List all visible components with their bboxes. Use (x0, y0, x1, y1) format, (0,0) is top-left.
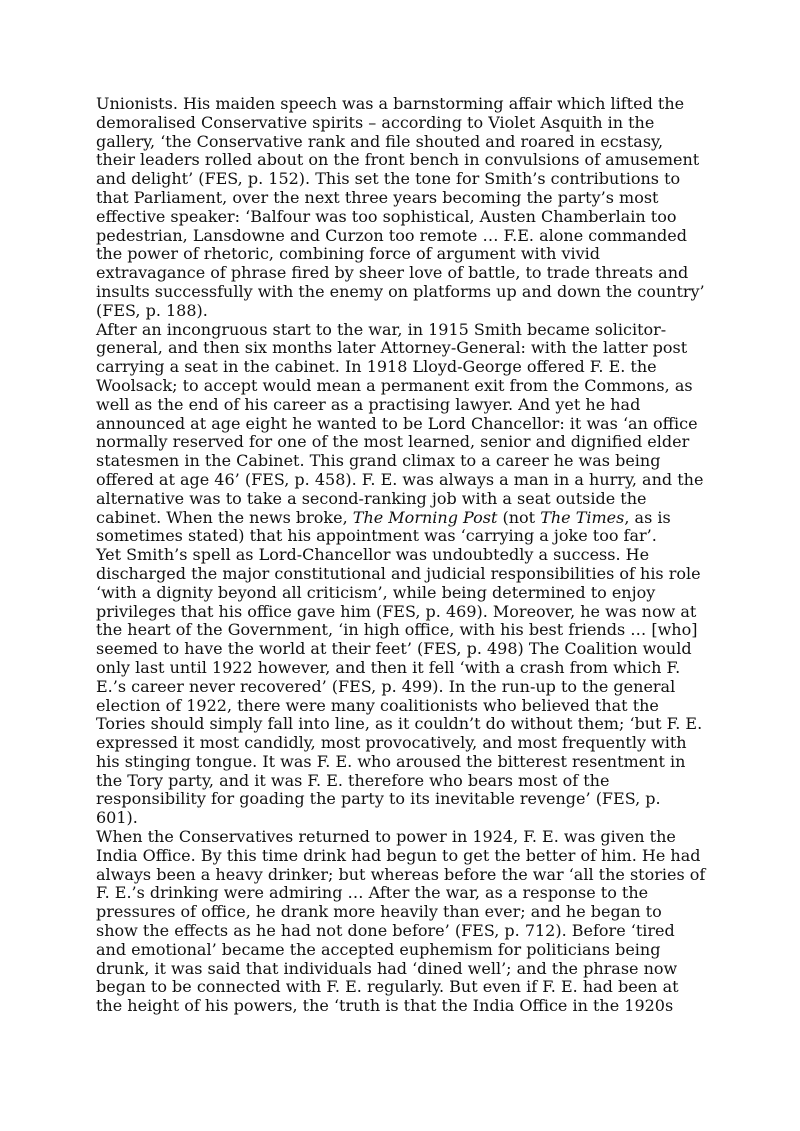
document-page (96, 95, 706, 1016)
paragraph-1 (96, 95, 706, 321)
paragraph-2 (96, 321, 706, 547)
paragraph-2-text-c: , as is sometimes stated) that his appointment was ‘carrying a joke too far’. (96, 507, 671, 546)
paragraph-4 (96, 828, 706, 1016)
paragraph-2-text-a: After an incongruous start to the war, in 1915 Smith became solicitor-general, and then six months later Attorney-General: with the latter post carrying a seat in the cabinet. In 1918 Lloyd-George offered F. E. the Woolsack; to accept would mean a permanent exit from the Commons, as well as the end of his career as a practising lawyer. And yet he had announced at age eight he wanted to be Lord Chancellor: it was ‘an office normally reserved for one of the most learned, senior and dignified elder statesmen in the Cabinet. This grand climax to a career he was being offered at age 46’ (FES, p. 458). F. E. was always a man in a hurry, and the alternative was to take a second-ranking job with a seat outside the cabinet. When the news broke, (96, 319, 704, 527)
paragraph-2-text-b: (not (497, 507, 541, 527)
paragraph-1-text: Unionists. His maiden speech was a barnstorming affair which lifted the demoralised Conservative spirits – according to Violet Asquith in the gallery, ‘the Conservative rank and file shouted and roared in ecstasy, their leaders rolled about on the front bench in convulsions of amusement and delight’ (FES, p. 152). This set the tone for Smith’s contributions to that Parliament, over the next three years becoming the party’s most effective speaker: ‘Balfour was too sophistical, Austen Chamberlain too pedestrian, Lansdowne and Curzon too remote … F.E. alone commanded the power of rhetoric, combining force of argument with vivid extravagance of phrase fired by sheer love of battle, to trade threats and insults successfully with the enemy on platforms up and down the country’ (FES, p. 188). (96, 94, 705, 320)
italic-newspaper-title-morning-post: The Morning Post (352, 507, 498, 527)
paragraph-3-text: Yet Smith’s spell as Lord-Chancellor was undoubtedly a success. He discharged the major constitutional and judicial responsibilities of his role ‘with a dignity beyond all criticism’, while being determined to enjoy privileges that his office gave him (FES, p. 469). Moreover, he was now at the heart of the Government, ‘in high office, with his best friends … [who] seemed to have the world at their feet’ (FES, p. 498) The Coalition would only last until 1922 however, and then it fell ‘with a crash from which F. E.’s career never recovered’ (FES, p. 499). In the run-up to the general election of 1922, there were many coalitionists who believed that the Tories should simply fall into line, as it couldn’t do without them; ‘but F. E. expressed it most candidly, most provocatively, and most frequently with his stinging tongue. It was F. E. who aroused the bitterest resentment in the Tory party, and it was F. E. therefore who bears most of the responsibility for goading the party to its inevitable revenge’ (FES, p. 601). (96, 545, 703, 828)
italic-newspaper-title-times: The Times (540, 507, 625, 527)
paragraph-3 (96, 546, 706, 828)
paragraph-4-text: When the Conservatives returned to power in 1924, F. E. was given the India Office. By this time drink had begun to get the better of him. He had always been a heavy drinker; but whereas before the war ‘all the stories of F. E.’s drinking were admiring … After the war, as a response to the pressures of office, he drank more heavily than ever; and he began to show the effects as he had not done before’ (FES, p. 712). Before ‘tired and emotional’ became the accepted euphemism for politicians being drunk, it was said that individuals had ‘dined well’; and the phrase now began to be connected with F. E. regularly. But even if F. E. had been at the height of his powers, the ‘truth is that the India Office in the 1920s (96, 827, 706, 1016)
